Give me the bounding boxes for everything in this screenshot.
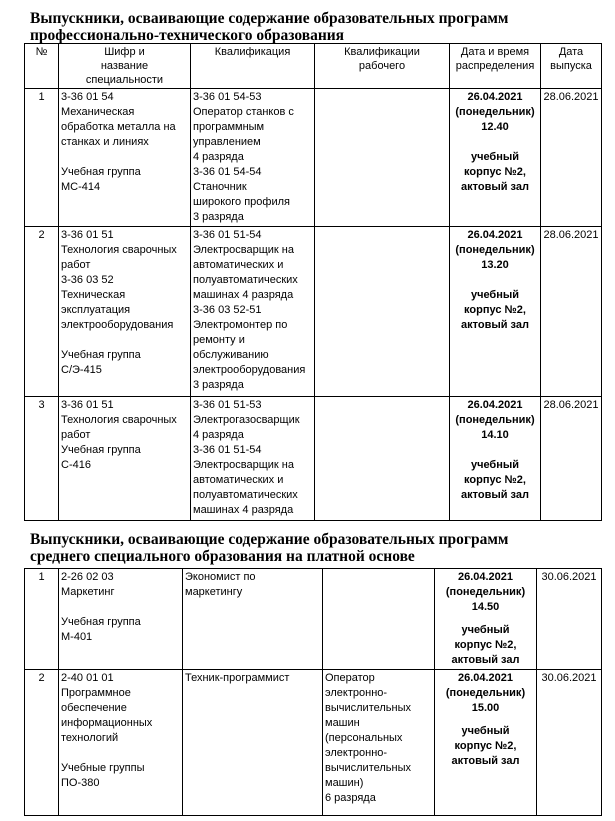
qualification-cell: Техник-программист: [183, 670, 323, 816]
col-header-specialty: Шифр и название специальности: [59, 44, 191, 89]
row-number: 3: [25, 397, 59, 521]
table-row: [25, 569, 602, 670]
release-date-cell: 28.06.2021: [541, 227, 602, 397]
worker-qualification-cell: [315, 397, 450, 521]
distribution-datetime-cell: [450, 227, 541, 397]
worker-qualification-cell: [315, 89, 450, 227]
col-header-number: №: [25, 44, 59, 89]
distribution-datetime-cell: [450, 397, 541, 521]
distribution-datetime-cell: [435, 670, 537, 816]
qualification-cell: 3-36 01 54-53 Оператор станков с программным управлением 4 разряда 3-36 01 54-54 Станочник широкого профиля 3 разряда: [191, 89, 315, 227]
row-number: 2: [25, 227, 59, 397]
group-text: Учебные группы ПО-380: [61, 762, 145, 789]
distribution-place: учебный корпус №2, актовый зал: [451, 725, 520, 767]
specialty-cell: [59, 569, 183, 670]
release-date-cell: 28.06.2021: [541, 397, 602, 521]
specialty-cell: [59, 670, 183, 816]
specialty-text: 3-36 01 54 Механическая обработка металла на станках и линиях: [61, 91, 176, 148]
graduates-table-vocational: [24, 43, 602, 521]
table-row: [25, 89, 602, 227]
release-date-cell: 30.06.2021: [537, 569, 602, 670]
worker-qualification-cell: Оператор электронно- вычислительных машин (персональных электронно- вычислительных машин) 6 разряда: [323, 670, 435, 816]
distribution-date: 26.04.2021 (понедельник) 12.40: [455, 91, 535, 133]
distribution-datetime-cell: [450, 89, 541, 227]
row-number: 2: [25, 670, 59, 816]
col-header-release-date: Дата выпуска: [541, 44, 602, 89]
specialty-cell: [59, 227, 191, 397]
distribution-date: 26.04.2021 (понедельник) 13.20: [455, 229, 535, 271]
specialty-text: 2-26 02 03 Маркетинг: [61, 571, 115, 598]
section1-title: Выпускники, осваивающие содержание образовательных программ профессионально-технического образования: [30, 10, 509, 44]
specialty-cell: [59, 89, 191, 227]
specialty-text: 2-40 01 01 Программное обеспечение информационных технологий: [61, 672, 153, 744]
distribution-place: учебный корпус №2, актовый зал: [461, 289, 529, 331]
graduates-table-secondary: [24, 568, 602, 816]
table-header-row: [25, 44, 602, 89]
distribution-place: учебный корпус №2, актовый зал: [461, 151, 529, 193]
worker-qualification-cell: [323, 569, 435, 670]
col-header-qualification: Квалификация: [191, 44, 315, 89]
release-date-cell: 30.06.2021: [537, 670, 602, 816]
qualification-cell: 3-36 01 51-53 Электрогазосварщик 4 разряда 3-36 01 51-54 Электросварщик на автоматических и полуавтоматических машинах 4 разряда: [191, 397, 315, 521]
worker-qualification-cell: [315, 227, 450, 397]
col-header-distribution-datetime: Дата и время распределения: [450, 44, 541, 89]
specialty-text: 3-36 01 51 Технология сварочных работ Учебная группа С-416: [61, 399, 177, 471]
table-row: [25, 397, 602, 521]
distribution-place: учебный корпус №2, актовый зал: [461, 459, 529, 501]
distribution-place: учебный корпус №2, актовый зал: [451, 624, 520, 666]
distribution-date: 26.04.2021 (понедельник) 14.50: [445, 571, 526, 613]
group-text: Учебная группа М-401: [61, 616, 141, 643]
section2-title: Выпускники, осваивающие содержание образовательных программ среднего специального образования на платной основе: [30, 531, 509, 565]
specialty-cell: [59, 397, 191, 521]
qualification-cell: 3-36 01 51-54 Электросварщик на автоматических и полуавтоматических машинах 4 разряда 3-36 03 52-51 Электромонтер по ремонту и обслуживанию электрооборудования 3 разряда: [191, 227, 315, 397]
row-number: 1: [25, 569, 59, 670]
distribution-date: 26.04.2021 (понедельник) 14.10: [455, 399, 535, 441]
col-header-worker-qualification: Квалификации рабочего: [315, 44, 450, 89]
table-row: [25, 227, 602, 397]
qualification-cell: Экономист по маркетингу: [183, 569, 323, 670]
distribution-datetime-cell: [435, 569, 537, 670]
distribution-date: 26.04.2021 (понедельник) 15.00: [445, 672, 526, 714]
table-row: [25, 670, 602, 816]
group-text: Учебная группа МС-414: [61, 166, 141, 193]
group-text: Учебная группа С/Э-415: [61, 349, 141, 376]
release-date-cell: 28.06.2021: [541, 89, 602, 227]
row-number: 1: [25, 89, 59, 227]
specialty-text: 3-36 01 51 Технология сварочных работ 3-36 03 52 Техническая эксплуатация электрооборудования: [61, 229, 177, 331]
